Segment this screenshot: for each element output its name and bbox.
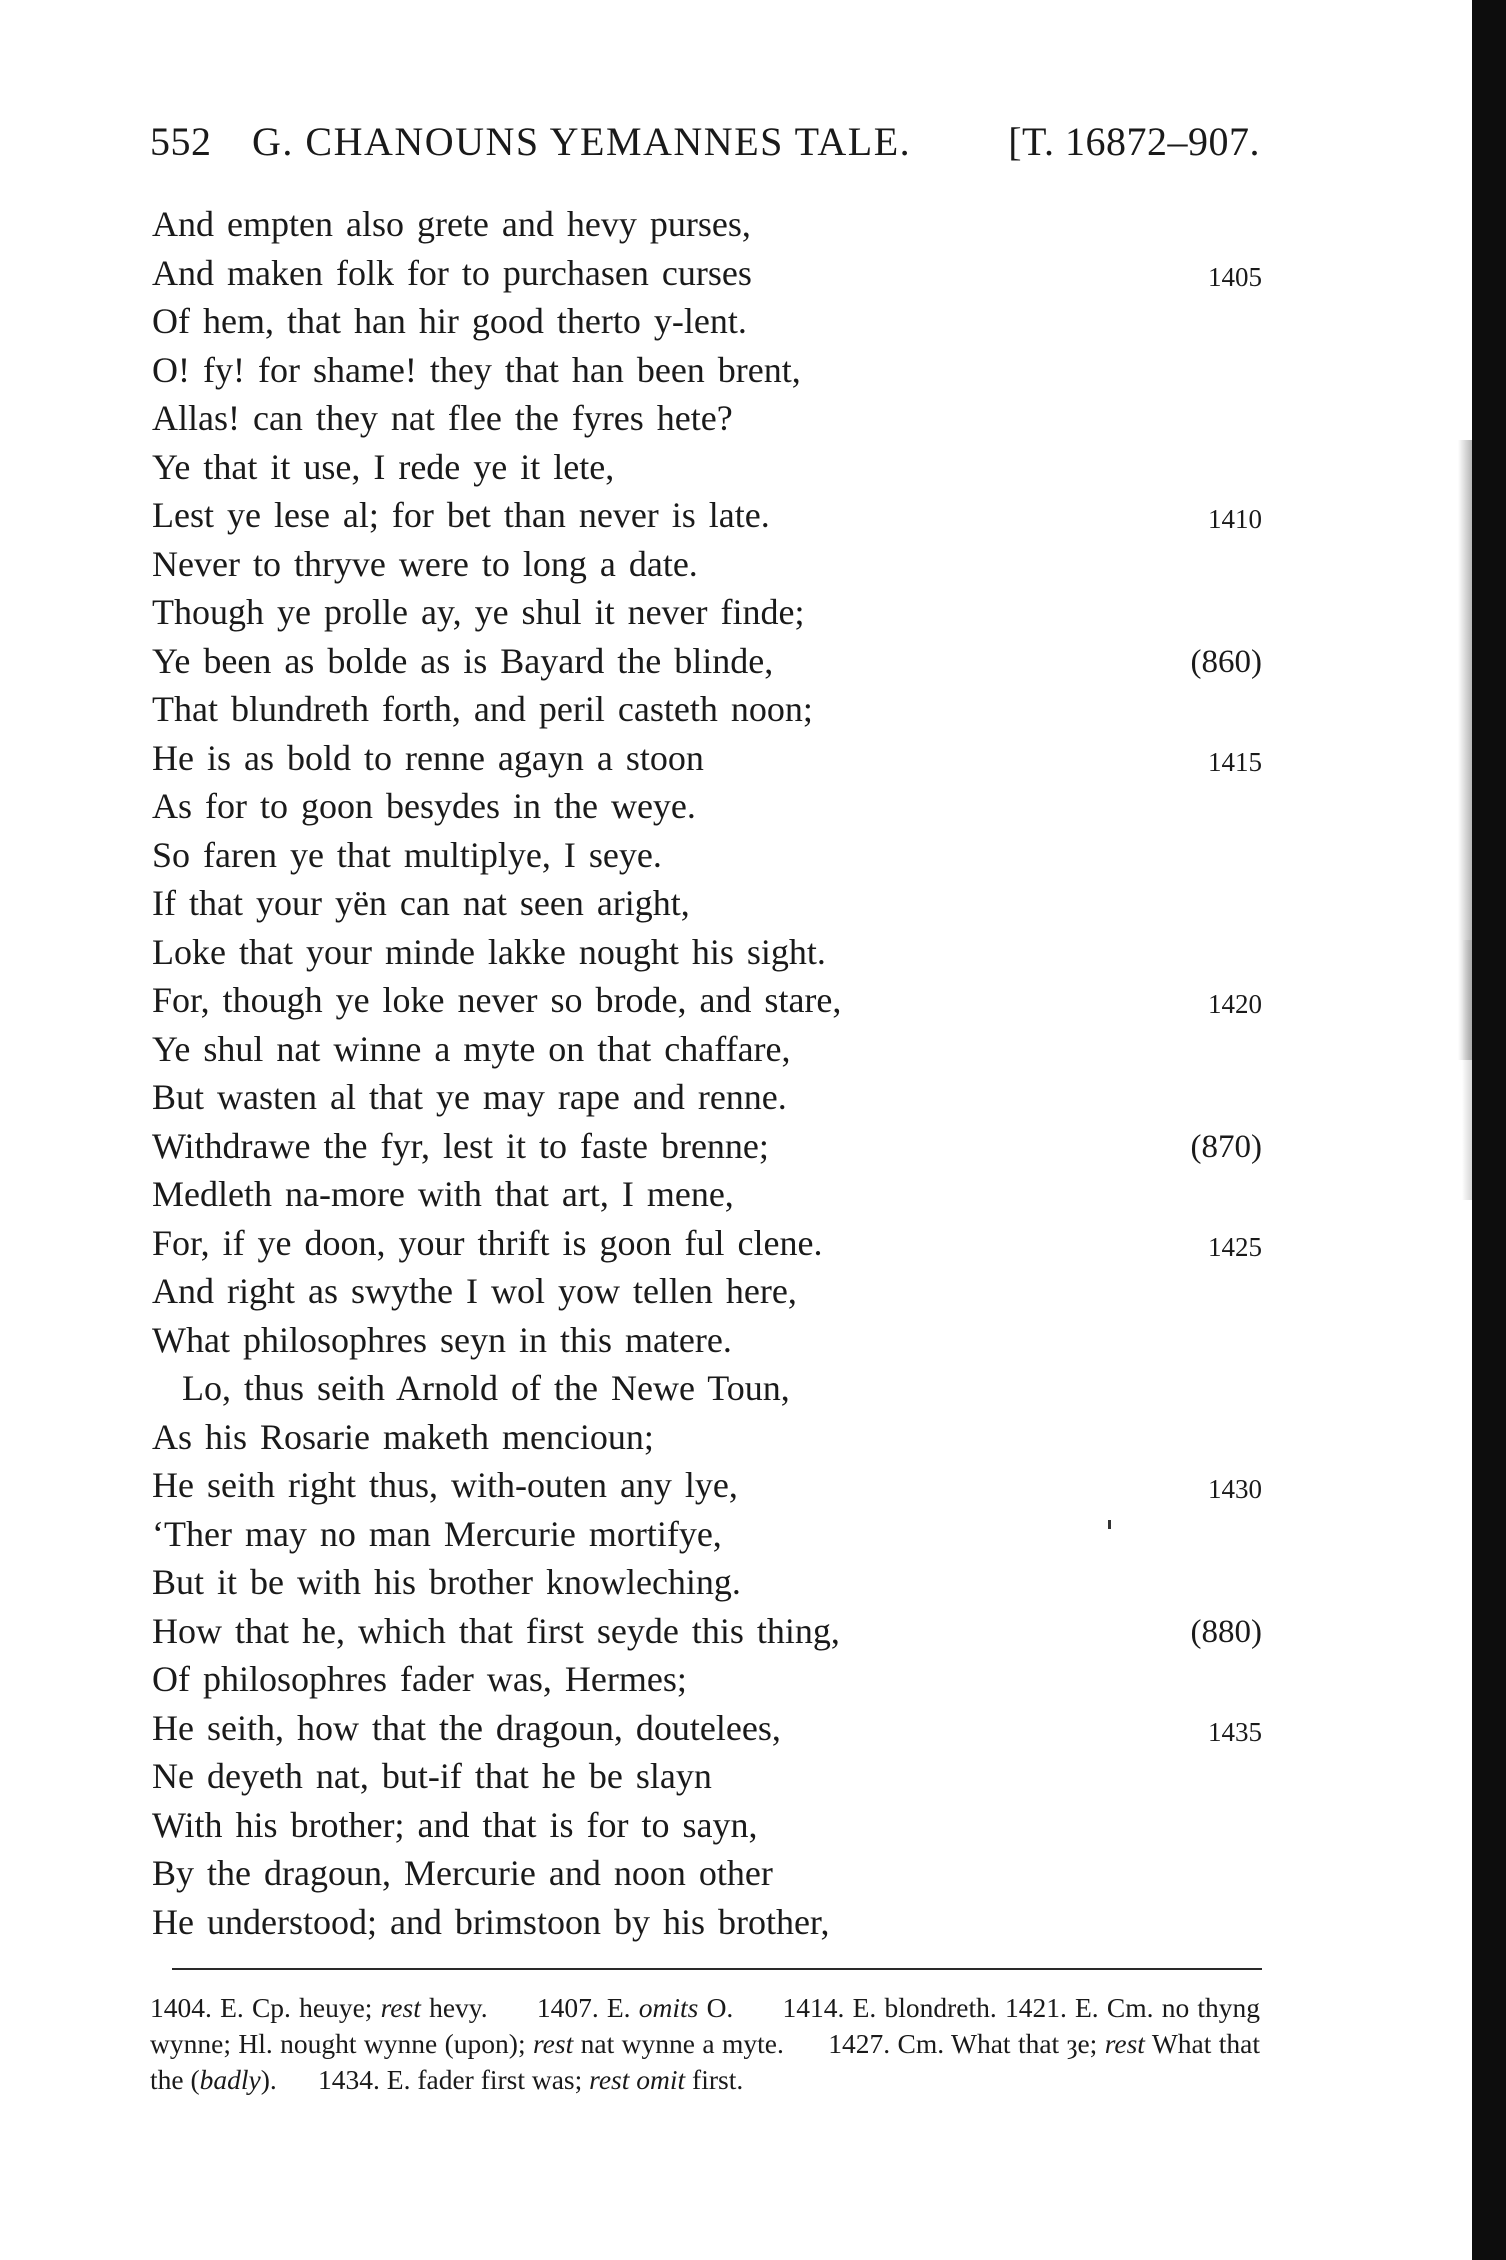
- verse-line: [152, 249, 1262, 298]
- verse-text: For, if ye doon, your thrift is goon ful clene.: [152, 1222, 823, 1263]
- verse-text: If that your yën can nat seen aright,: [152, 883, 690, 923]
- verse-text: ‘Ther may no man Mercurie mortifye,: [152, 1513, 722, 1554]
- footnote-rest-omit: rest omit: [589, 2064, 686, 2095]
- verse-line: [152, 928, 1262, 977]
- verse-text: So faren ye that multiplye, I seye.: [152, 834, 662, 875]
- verse-text: As his Rosarie maketh mencioun;: [152, 1416, 654, 1457]
- footnote-1427-reading: What that the (: [150, 2028, 1261, 2095]
- verse-text: What philosophres seyn in this matere.: [152, 1319, 732, 1360]
- verse-text: He understood; and brimstoon by his brother,: [152, 1901, 830, 1942]
- line-number: 1430: [1208, 1474, 1262, 1504]
- verse-line: [152, 1316, 1262, 1365]
- footnote-text: [150, 1990, 1260, 2098]
- verse-line: [152, 1025, 1262, 1074]
- verse-block: [152, 200, 1262, 1946]
- footnote-1434: 1434. E. fader first was;: [318, 2064, 583, 2095]
- footnote-1421-reading: nat wynne a myte.: [580, 2028, 784, 2059]
- verse-text: Lest ye lese al; for bet than never is late.: [152, 495, 770, 535]
- footnote-1434-reading: first.: [692, 2064, 744, 2095]
- verse-text: He seith, how that the dragoun, doutelees,: [152, 1707, 781, 1748]
- footnote-1404-reading: hevy.: [429, 1992, 488, 2023]
- verse-line: [152, 588, 1262, 637]
- verse-line: [152, 491, 1262, 540]
- footnote-rest: rest: [380, 1992, 421, 2023]
- line-number: 1435: [1208, 1716, 1262, 1747]
- line-number: (880): [1190, 1613, 1262, 1650]
- verse-line: [152, 685, 1262, 734]
- verse-text: Withdrawe the fyr, lest it to faste brenne;: [152, 1125, 769, 1166]
- footnote-rule: [172, 1968, 1262, 1970]
- verse-text: Ne deyeth nat, but-if that he be slayn: [152, 1756, 712, 1796]
- verse-line: [152, 1752, 1262, 1801]
- verse-line: [152, 637, 1262, 686]
- verse-text: That blundreth forth, and peril casteth noon;: [152, 689, 813, 729]
- verse-text: He seith right thus, with-outen any lye,: [152, 1465, 738, 1505]
- verse-line: [152, 200, 1262, 249]
- footnote-1407: 1407. E.: [536, 1992, 631, 2023]
- verse-line: [152, 1364, 1262, 1413]
- footnote-rest: rest: [1104, 2028, 1145, 2059]
- footnote-1414: 1414. E. blondreth.: [782, 1992, 997, 2023]
- verse-text: O! fy! for shame! they that han been brent,: [152, 349, 801, 390]
- verse-text: But wasten al that ye may rape and renne.: [152, 1077, 787, 1117]
- verse-line: [152, 831, 1262, 880]
- verse-line: [152, 1219, 1262, 1268]
- running-header: [150, 118, 1260, 178]
- verse-line: [152, 1170, 1262, 1219]
- verse-line: [152, 394, 1262, 443]
- verse-line: [152, 1849, 1262, 1898]
- verse-line: [152, 976, 1262, 1025]
- line-number: (860): [1190, 643, 1262, 680]
- verse-line: [152, 1655, 1262, 1704]
- verse-text: And empten also grete and hevy purses,: [152, 204, 751, 244]
- verse-line: [152, 1510, 1262, 1559]
- footnote-1421: 1421. E. Cm. no thyng wynne; Hl. nought wynne (upon);: [150, 1992, 1261, 2059]
- footnote-badly: badly: [199, 2064, 261, 2095]
- verse-text: For, though ye loke never so brode, and stare,: [152, 980, 842, 1020]
- verse-line: [152, 1413, 1262, 1462]
- verse-text: As for to goon besydes in the weye.: [152, 786, 696, 826]
- verse-text: With his brother; and that is for to sayn,: [152, 1804, 758, 1845]
- verse-text: How that he, which that first seyde this thing,: [152, 1610, 840, 1651]
- line-number: 1405: [1208, 261, 1262, 292]
- footnote-omits: omits: [638, 1992, 699, 2023]
- verse-text: Loke that your minde lakke nought his sight.: [152, 931, 826, 972]
- verse-line: [152, 1267, 1262, 1316]
- running-title: G. CHANOUNS YEMANNES TALE.: [252, 119, 912, 164]
- verse-text: Of hem, that han hir good therto y-lent.: [152, 301, 747, 341]
- verse-text: Lo, thus seith Arnold of the Newe Toun,: [182, 1368, 790, 1408]
- line-range: [T. 16872–907.: [1008, 119, 1260, 164]
- verse-line: [152, 734, 1262, 783]
- verse-line: [152, 443, 1262, 492]
- verse-line: [152, 1073, 1262, 1122]
- verse-line: [152, 297, 1262, 346]
- footnotes: [150, 1990, 1260, 2098]
- line-number: 1410: [1208, 504, 1262, 534]
- verse-text: Never to thryve were to long a date.: [152, 543, 698, 584]
- verse-line: [152, 1898, 1262, 1947]
- verse-line: [152, 540, 1262, 589]
- verse-text: Ye shul nat winne a myte on that chaffare,: [152, 1028, 791, 1069]
- verse-line: [152, 1122, 1262, 1171]
- verse-line: [152, 1558, 1262, 1607]
- line-number: (870): [1190, 1128, 1262, 1165]
- verse-text: Ye been as bolde as is Bayard the blinde,: [152, 640, 774, 681]
- footnote-1404: 1404. E. Cp. heuye;: [150, 1992, 373, 2023]
- verse-text: Though ye prolle ay, ye shul it never finde;: [152, 592, 805, 632]
- verse-text: Of philosophres fader was, Hermes;: [152, 1659, 687, 1699]
- footnote-1427-close: ).: [260, 2064, 277, 2095]
- verse-text: Allas! can they nat flee the fyres hete?: [152, 398, 733, 438]
- verse-line: [152, 346, 1262, 395]
- verse-text: But it be with his brother knowleching.: [152, 1562, 741, 1602]
- verse-text: He is as bold to renne agayn a stoon: [152, 737, 704, 778]
- line-number: 1420: [1208, 989, 1262, 1019]
- verse-text: Medleth na-more with that art, I mene,: [152, 1174, 734, 1214]
- verse-line: [152, 1704, 1262, 1753]
- verse-text: And right as swythe I wol yow tellen here,: [152, 1271, 797, 1311]
- line-number: 1415: [1208, 746, 1262, 777]
- page-number: 552: [150, 119, 212, 164]
- verse-text: Ye that it use, I rede ye it lete,: [152, 446, 615, 487]
- verse-line: [152, 782, 1262, 831]
- scan-edge-strip: [1472, 0, 1506, 2260]
- verse-line: [152, 1801, 1262, 1850]
- footnote-rest: rest: [533, 2028, 574, 2059]
- verse-text: By the dragoun, Mercurie and noon other: [152, 1853, 773, 1893]
- verse-line: [152, 1607, 1262, 1656]
- verse-line: [152, 1461, 1262, 1510]
- page-edge-shadow: [1462, 940, 1472, 1200]
- footnote-1427: 1427. Cm. What that ȝe;: [828, 2028, 1098, 2059]
- print-speck: [1108, 1520, 1111, 1529]
- verse-text: And maken folk for to purchasen curses: [152, 252, 752, 293]
- line-number: 1425: [1208, 1231, 1262, 1262]
- footnote-1407-reading: O.: [706, 1992, 734, 2023]
- verse-line: [152, 879, 1262, 928]
